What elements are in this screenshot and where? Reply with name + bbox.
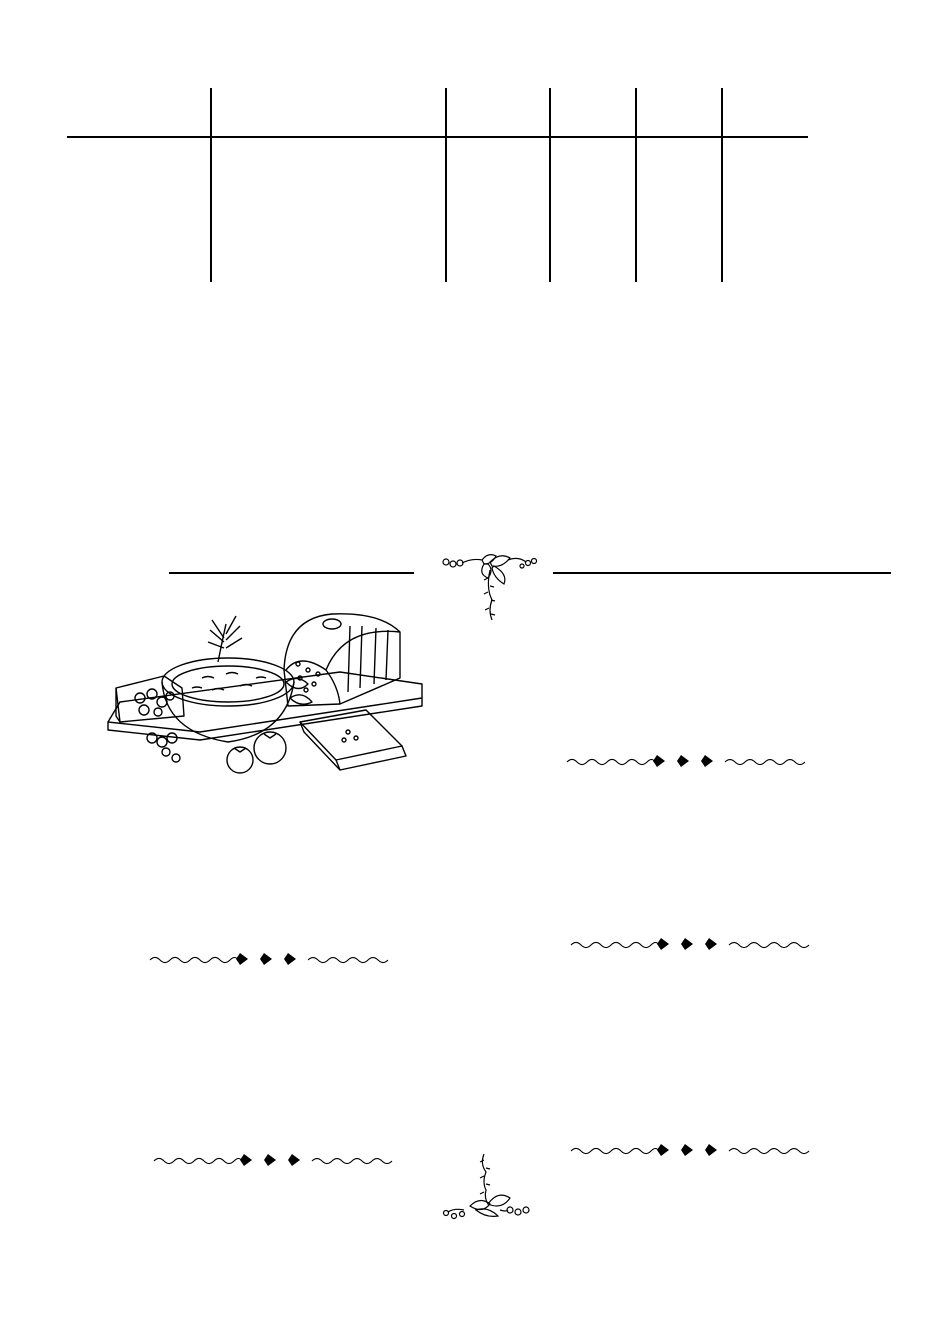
empty-table [0, 0, 950, 290]
vine-ornament-top [438, 548, 550, 624]
table-column-divider [445, 88, 447, 282]
vine-ornament-bottom [440, 1150, 536, 1222]
table-column-divider [549, 88, 551, 282]
ornamental-divider [569, 1143, 815, 1157]
ornamental-divider [148, 952, 394, 966]
ornamental-divider [569, 937, 815, 951]
table-column-divider [721, 88, 723, 282]
section-rule-right [553, 572, 891, 574]
ornamental-divider [152, 1153, 398, 1167]
table-header-rule [67, 136, 808, 138]
ornamental-divider [565, 754, 811, 768]
soup-and-bread-illustration [100, 612, 430, 780]
section-rule-left [169, 572, 414, 574]
table-column-divider [210, 88, 212, 282]
table-column-divider [635, 88, 637, 282]
